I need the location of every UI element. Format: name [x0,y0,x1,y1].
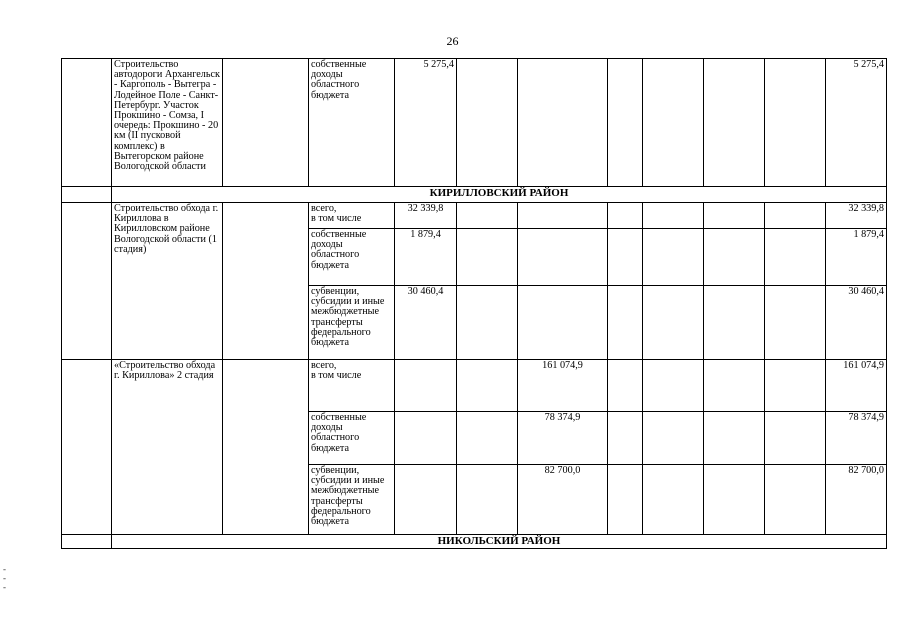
cell-empty [608,229,643,286]
funding-source-cell: всего, в том числе [309,203,395,229]
cell-empty [518,59,608,187]
funding-source-cell: собственные доходы областного бюджета [309,229,395,286]
amount-cell: 78 374,9 [518,412,608,465]
cell-empty [518,203,608,229]
cell-empty [457,360,518,412]
total-cell: 161 074,9 [826,360,887,412]
table-row-road [62,59,887,187]
cell-empty [518,286,608,360]
cell-empty [608,360,643,412]
total-cell: 1 879,4 [826,229,887,286]
amount-cell: 32 339,8 [395,203,457,229]
cell-empty [765,229,826,286]
cell-index [62,535,112,549]
object-name-cell: Строительство обхода г. Кириллова в Кирилловском районе Вологодской области (1 стадия) [112,203,223,360]
object-name-cell: Строительство автодороги Архангельск - Каргополь - Вытегра - Лодейное Поле - Санкт-Петербург. Участок Прокшино - Сомза, I очередь: Прокшино - 20 км (II пусковой комплекс) в Вытегорском районе Вологодской области [112,59,223,187]
cell-empty [518,229,608,286]
cell-empty [765,286,826,360]
total-cell: 82 700,0 [826,465,887,535]
cell-index [62,203,112,360]
total-cell: 30 460,4 [826,286,887,360]
cell-empty [608,412,643,465]
cell-empty [223,360,309,535]
amount-cell: 5 275,4 [395,59,457,187]
table-row [62,203,887,229]
cell-index [62,59,112,187]
cell-empty [765,203,826,229]
cell-empty [643,203,704,229]
cell-empty [704,465,765,535]
amount-cell: 30 460,4 [395,286,457,360]
funding-source-cell: всего, в том числе [309,360,395,412]
cell-empty [643,360,704,412]
budget-table [61,58,887,549]
cell-index [62,187,112,203]
cell-empty [395,412,457,465]
table-row [62,360,887,412]
cell-empty [608,203,643,229]
cell-empty [608,465,643,535]
margin-marks: - - - [3,564,6,592]
amount-cell: 161 074,9 [518,360,608,412]
cell-empty [457,412,518,465]
total-cell: 32 339,8 [826,203,887,229]
cell-empty [643,59,704,187]
funding-source-cell: субвенции, субсидии и иные межбюджетные трансферты федерального бюджета [309,465,395,535]
amount-cell: 82 700,0 [518,465,608,535]
district-heading-kirillov: КИРИЛЛОВСКИЙ РАЙОН [112,187,887,203]
cell-empty [704,360,765,412]
cell-empty [457,229,518,286]
cell-empty [608,59,643,187]
cell-empty [223,59,309,187]
district-heading-row [62,187,887,203]
cell-empty [457,59,518,187]
cell-empty [704,286,765,360]
cell-index [62,360,112,535]
cell-empty [643,229,704,286]
cell-empty [395,360,457,412]
funding-source-cell: собственные доходы областного бюджета [309,412,395,465]
funding-source-cell: собственные доходы областного бюджета [309,59,395,187]
district-heading-row [62,535,887,549]
cell-empty [643,286,704,360]
object-name-cell: «Строительство обхода г. Кириллова» 2 стадия [112,360,223,535]
cell-empty [457,465,518,535]
cell-empty [457,286,518,360]
cell-empty [704,412,765,465]
cell-empty [765,465,826,535]
cell-empty [704,59,765,187]
total-cell: 5 275,4 [826,59,887,187]
cell-empty [765,59,826,187]
cell-empty [765,412,826,465]
cell-empty [643,465,704,535]
district-heading-nikolsk: НИКОЛЬСКИЙ РАЙОН [112,535,887,549]
cell-empty [643,412,704,465]
cell-empty [765,360,826,412]
cell-empty [704,203,765,229]
cell-empty [608,286,643,360]
cell-empty [395,465,457,535]
cell-empty [457,203,518,229]
cell-empty [223,203,309,360]
page-number: 26 [446,34,459,48]
total-cell: 78 374,9 [826,412,887,465]
cell-empty [704,229,765,286]
amount-cell: 1 879,4 [395,229,457,286]
funding-source-cell: субвенции, субсидии и иные межбюджетные трансферты федерального бюджета [309,286,395,360]
